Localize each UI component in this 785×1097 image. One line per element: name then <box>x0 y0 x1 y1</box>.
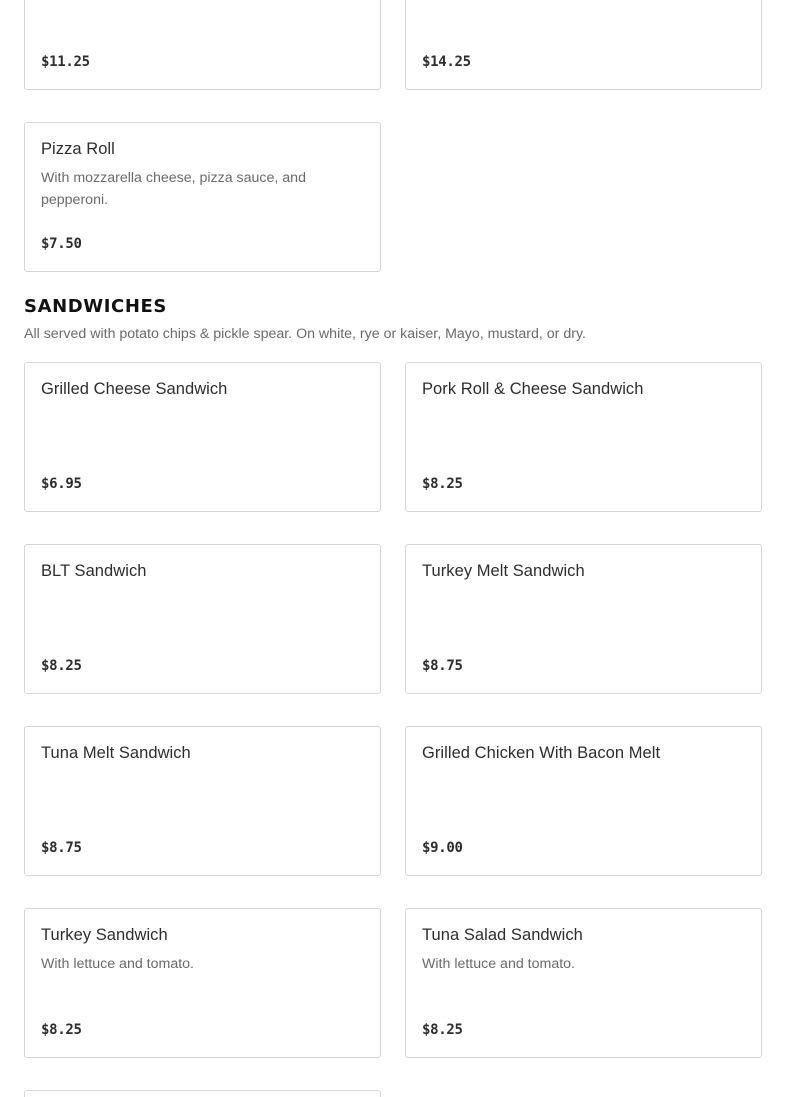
item-price: $14.25 <box>422 54 471 70</box>
item-name: Grilled Chicken With Bacon Melt <box>422 744 661 762</box>
item-name: Grilled Cheese Sandwich <box>41 380 228 398</box>
menu-item-card[interactable] <box>405 0 762 90</box>
section-title: SANDWICHES <box>24 296 167 317</box>
item-price: $7.50 <box>41 236 82 252</box>
menu-item-card-pork-roll[interactable] <box>405 362 762 512</box>
item-price: $8.25 <box>422 476 463 492</box>
menu-item-card-tuna-salad[interactable] <box>405 908 762 1058</box>
menu-item-card-pizza-roll[interactable] <box>24 122 381 272</box>
item-name: Tuna Melt Sandwich <box>41 744 191 762</box>
menu-item-card[interactable] <box>24 1090 381 1097</box>
item-description: With lettuce and tomato. <box>422 956 575 972</box>
item-price: $8.75 <box>422 658 463 674</box>
menu-item-card[interactable] <box>24 0 381 90</box>
item-price: $8.75 <box>41 840 82 856</box>
item-price: $9.00 <box>422 840 463 856</box>
item-price: $8.25 <box>41 658 82 674</box>
item-price: $8.25 <box>422 1022 463 1038</box>
item-price: $8.25 <box>41 1022 82 1038</box>
item-name: Pork Roll & Cheese Sandwich <box>422 380 644 398</box>
item-price: $6.95 <box>41 476 82 492</box>
menu-item-card-grilled-chicken-bacon[interactable] <box>405 726 762 876</box>
menu-item-card-tuna-melt[interactable] <box>24 726 381 876</box>
menu-item-card-grilled-cheese[interactable] <box>24 362 381 512</box>
section-description: All served with potato chips & pickle spear. On white, rye or kaiser, Mayo, mustard, or dry. <box>24 326 586 342</box>
menu-item-card-turkey-melt[interactable] <box>405 544 762 694</box>
item-description: With mozzarella cheese, pizza sauce, and pepperoni. <box>41 170 306 208</box>
item-name: Pizza Roll <box>41 140 115 158</box>
menu-item-card-blt[interactable] <box>24 544 381 694</box>
item-name: Turkey Sandwich <box>41 926 168 944</box>
item-name: BLT Sandwich <box>41 562 147 580</box>
item-price: $11.25 <box>41 54 90 70</box>
item-name: Turkey Melt Sandwich <box>422 562 585 580</box>
item-name: Tuna Salad Sandwich <box>422 926 583 944</box>
item-description: With lettuce and tomato. <box>41 956 194 972</box>
menu-item-card-turkey[interactable] <box>24 908 381 1058</box>
